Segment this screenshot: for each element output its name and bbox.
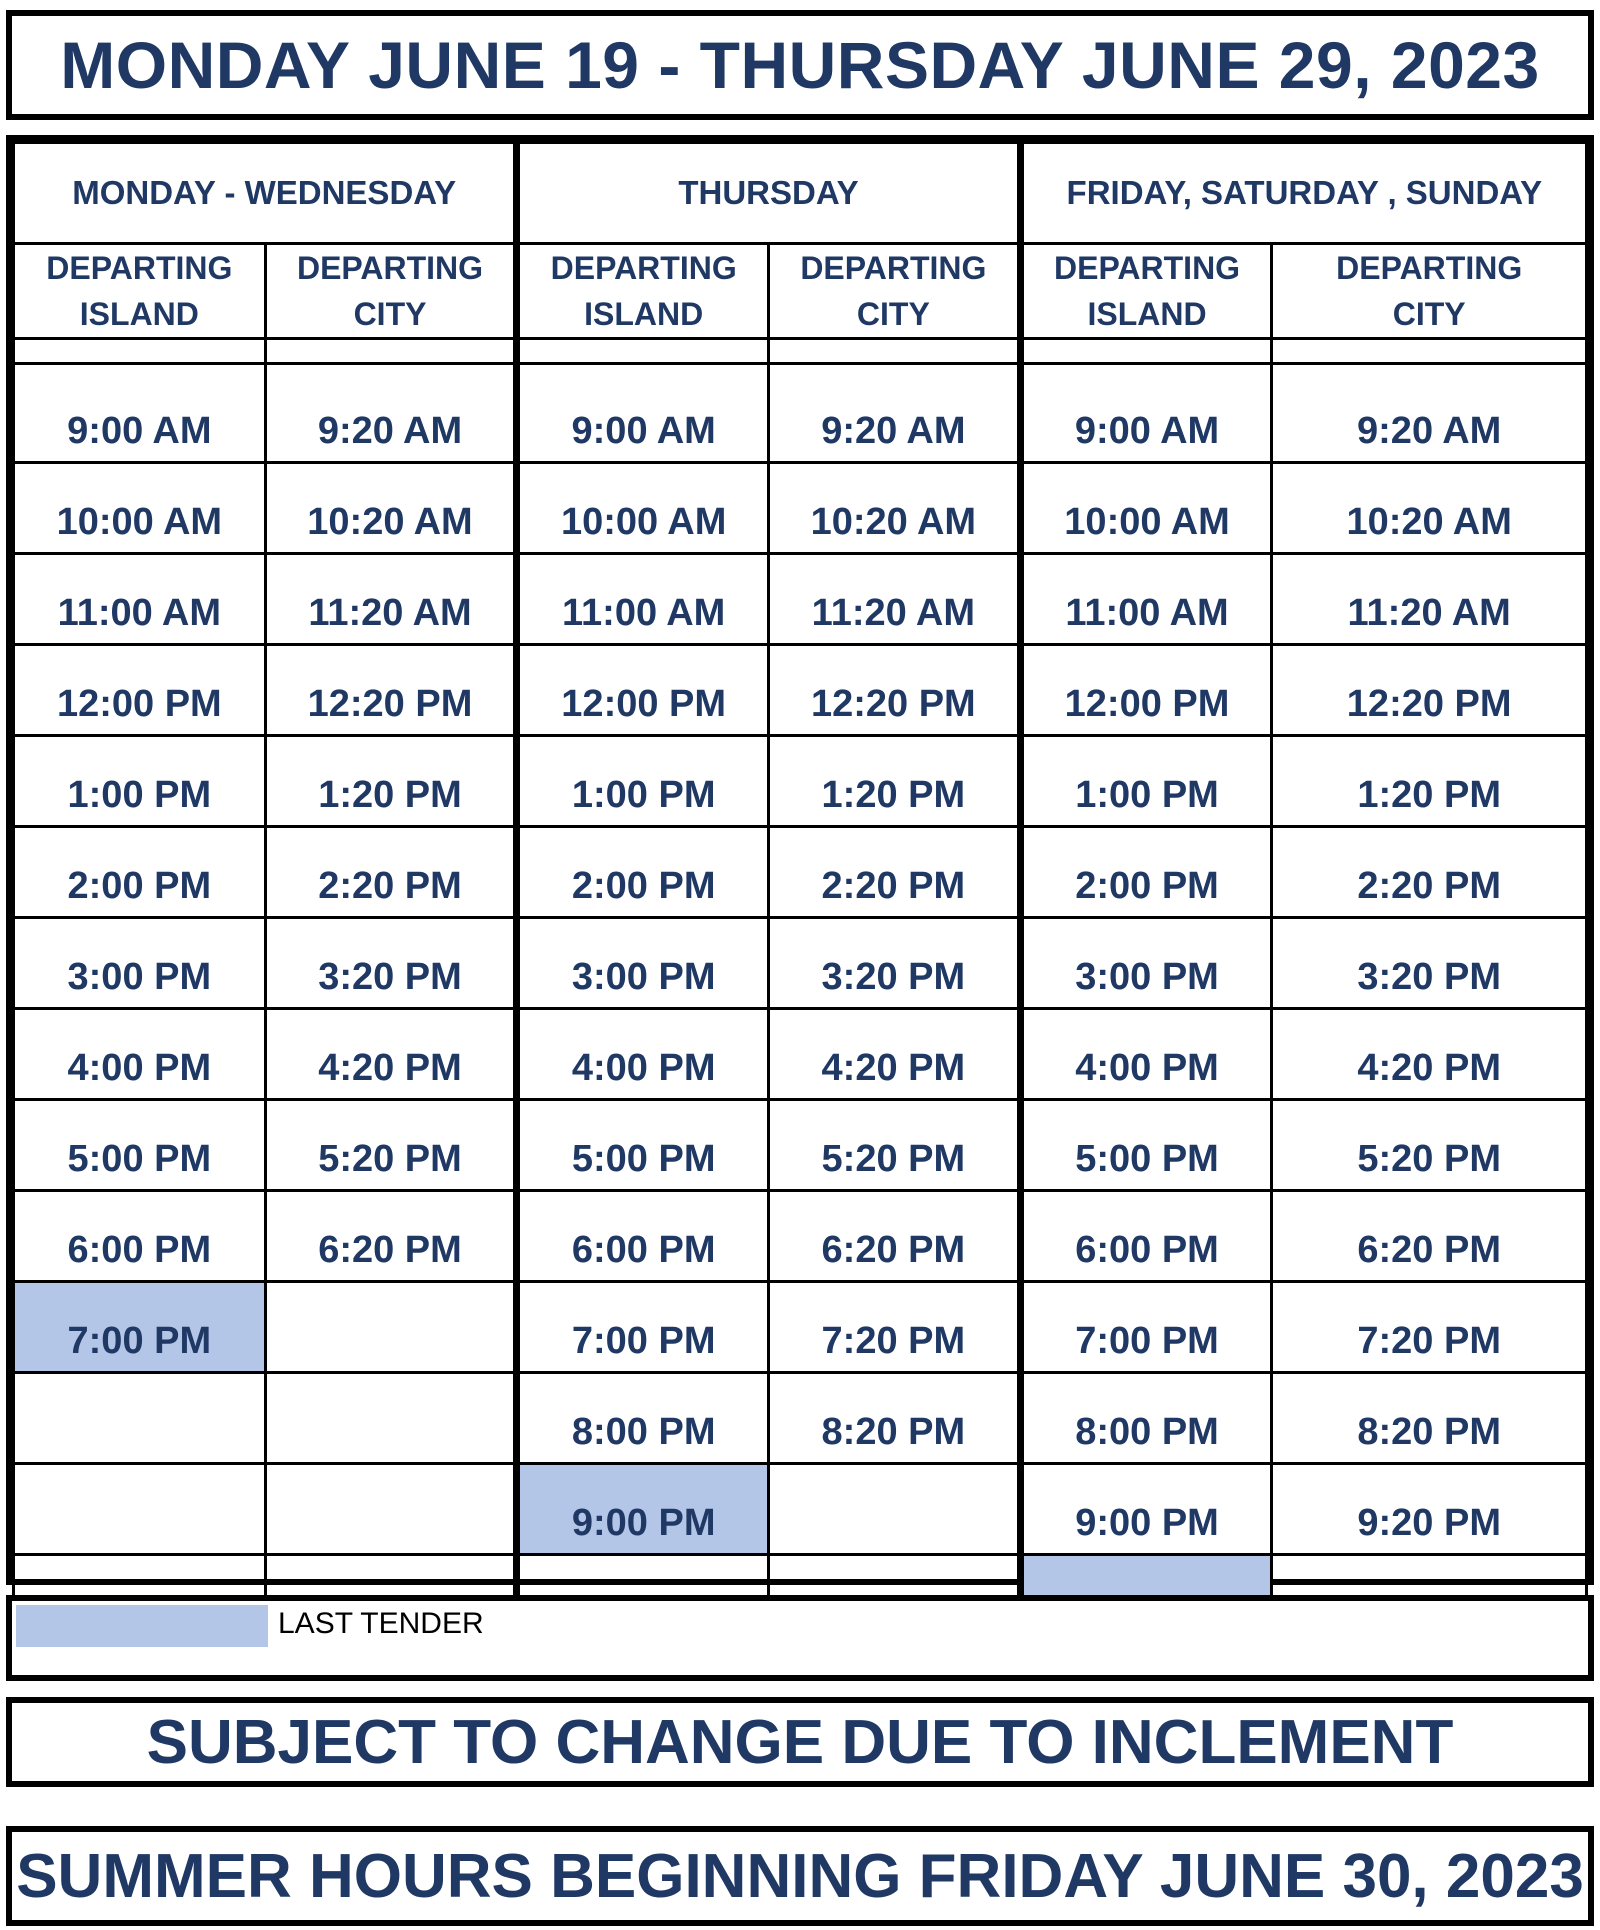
time-cell: 1:00 PM	[14, 736, 266, 827]
time-cell: 9:20 AM	[769, 364, 1021, 463]
column-header	[517, 244, 769, 339]
time-cell	[14, 1464, 266, 1555]
time-cell: 9:20 AM	[265, 364, 517, 463]
last-tender-cell: 7:00 PM	[14, 1282, 266, 1373]
time-cell: 7:20 PM	[1272, 1282, 1587, 1373]
time-cell: 2:20 PM	[769, 827, 1021, 918]
table-row	[14, 1464, 1587, 1555]
time-cell: 2:00 PM	[517, 827, 769, 918]
time-cell: 2:00 PM	[14, 827, 266, 918]
time-cell: 6:00 PM	[14, 1191, 266, 1282]
spacer-cell	[1272, 339, 1587, 364]
spacer-row	[14, 339, 1587, 364]
time-cell: 2:20 PM	[265, 827, 517, 918]
time-cell: 9:00 PM	[1020, 1464, 1272, 1555]
time-cell: 12:00 PM	[14, 645, 266, 736]
table-row	[14, 1373, 1587, 1464]
summer-hours-notice: SUMMER HOURS BEGINNING FRIDAY JUNE 30, 2023	[16, 1841, 1584, 1911]
time-cell: 9:20 PM	[1272, 1464, 1587, 1555]
time-cell: 11:20 AM	[769, 554, 1021, 645]
time-cell: 4:00 PM	[1020, 1009, 1272, 1100]
time-cell: 12:20 PM	[769, 645, 1021, 736]
time-cell: 12:00 PM	[1020, 645, 1272, 736]
table-row	[14, 554, 1587, 645]
time-cell	[265, 1373, 517, 1464]
column-header	[14, 244, 266, 339]
time-cell: 3:20 PM	[1272, 918, 1587, 1009]
table-row	[14, 1282, 1587, 1373]
time-cell: 8:20 PM	[769, 1373, 1021, 1464]
time-cell: 11:00 AM	[517, 554, 769, 645]
time-cell: 10:20 AM	[769, 463, 1021, 554]
column-header	[769, 244, 1021, 339]
column-header	[1020, 244, 1272, 339]
table-row	[14, 918, 1587, 1009]
column-header-line2: CITY	[1392, 296, 1466, 332]
time-cell: 9:20 AM	[1272, 364, 1587, 463]
spacer-cell	[1020, 339, 1272, 364]
time-cell: 10:00 AM	[14, 463, 266, 554]
column-header	[1272, 244, 1587, 339]
day-group-header-row	[14, 143, 1587, 244]
time-cell: 12:20 PM	[265, 645, 517, 736]
time-cell: 1:00 PM	[1020, 736, 1272, 827]
summer-hours-banner	[6, 1826, 1594, 1926]
time-cell: 1:00 PM	[517, 736, 769, 827]
table-row	[14, 645, 1587, 736]
column-header-line1: DEPARTING	[1336, 250, 1523, 286]
column-header-line2: ISLAND	[584, 296, 704, 332]
legend-label: LAST TENDER	[278, 1607, 484, 1640]
time-cell	[265, 1464, 517, 1555]
time-cell: 3:00 PM	[14, 918, 266, 1009]
time-cell: 11:00 AM	[14, 554, 266, 645]
column-header-line1: DEPARTING	[550, 250, 737, 286]
time-cell: 1:20 PM	[265, 736, 517, 827]
table-row	[14, 1100, 1587, 1191]
time-cell: 9:00 AM	[517, 364, 769, 463]
spacer-cell	[769, 339, 1021, 364]
time-cell: 10:20 AM	[265, 463, 517, 554]
time-cell: 9:00 AM	[1020, 364, 1272, 463]
time-cell: 5:20 PM	[769, 1100, 1021, 1191]
column-header-line1: DEPARTING	[296, 250, 484, 286]
time-cell	[769, 1464, 1021, 1555]
column-header-line1: DEPARTING	[800, 250, 987, 286]
time-cell: 7:00 PM	[517, 1282, 769, 1373]
time-cell: 4:20 PM	[265, 1009, 517, 1100]
column-header-row	[14, 244, 1587, 339]
table-row	[14, 1191, 1587, 1282]
time-cell: 12:20 PM	[1272, 645, 1587, 736]
schedule-table	[6, 135, 1594, 1585]
time-cell: 7:00 PM	[1020, 1282, 1272, 1373]
column-header-line2: CITY	[353, 296, 427, 332]
time-cell: 1:20 PM	[769, 736, 1021, 827]
time-cell: 1:20 PM	[1272, 736, 1587, 827]
legend-swatch	[16, 1605, 268, 1647]
table-row	[14, 736, 1587, 827]
last-tender-cell: 9:00 PM	[517, 1464, 769, 1555]
title-banner	[6, 10, 1594, 120]
time-cell: 5:20 PM	[1272, 1100, 1587, 1191]
column-header-line2: ISLAND	[79, 296, 199, 332]
table-row	[14, 463, 1587, 554]
column-header-line1: DEPARTING	[1053, 250, 1241, 286]
column-header-line2: ISLAND	[1087, 296, 1207, 332]
group-header-fri-sun: FRIDAY, SATURDAY , SUNDAY	[1020, 143, 1586, 244]
time-cell: 11:00 AM	[1020, 554, 1272, 645]
column-header-line2: CITY	[856, 296, 930, 332]
time-cell: 5:00 PM	[1020, 1100, 1272, 1191]
time-cell: 4:00 PM	[517, 1009, 769, 1100]
column-header-line1: DEPARTING	[46, 250, 233, 286]
time-cell: 8:20 PM	[1272, 1373, 1587, 1464]
time-cell: 5:00 PM	[517, 1100, 769, 1191]
time-cell: 9:00 AM	[14, 364, 266, 463]
time-cell: 3:00 PM	[517, 918, 769, 1009]
page-title: MONDAY JUNE 19 - THURSDAY JUNE 29, 2023	[60, 28, 1540, 102]
time-cell	[265, 1282, 517, 1373]
time-cell: 8:00 PM	[517, 1373, 769, 1464]
schedule-grid	[12, 141, 1588, 1672]
group-header-mon-wed: MONDAY - WEDNESDAY	[14, 143, 517, 244]
time-cell: 6:00 PM	[517, 1191, 769, 1282]
time-cell	[14, 1373, 266, 1464]
time-cell: 11:20 AM	[1272, 554, 1587, 645]
time-cell: 10:20 AM	[1272, 463, 1587, 554]
spacer-cell	[265, 339, 517, 364]
weather-notice: SUBJECT TO CHANGE DUE TO INCLEMENT	[146, 1707, 1454, 1777]
group-header-thursday: THURSDAY	[517, 143, 1020, 244]
time-cell: 3:20 PM	[769, 918, 1021, 1009]
table-row	[14, 364, 1587, 463]
time-cell: 6:00 PM	[1020, 1191, 1272, 1282]
time-cell: 5:20 PM	[265, 1100, 517, 1191]
time-cell: 2:00 PM	[1020, 827, 1272, 918]
time-cell: 6:20 PM	[769, 1191, 1021, 1282]
spacer-cell	[14, 339, 266, 364]
legend	[6, 1595, 1594, 1681]
time-cell: 6:20 PM	[265, 1191, 517, 1282]
table-row	[14, 1009, 1587, 1100]
time-cell: 8:00 PM	[1020, 1373, 1272, 1464]
column-header	[265, 244, 517, 339]
time-cell: 3:20 PM	[265, 918, 517, 1009]
time-cell: 4:00 PM	[14, 1009, 266, 1100]
time-cell: 2:20 PM	[1272, 827, 1587, 918]
time-cell: 10:00 AM	[1020, 463, 1272, 554]
table-row	[14, 827, 1587, 918]
time-cell: 5:00 PM	[14, 1100, 266, 1191]
time-cell: 10:00 AM	[517, 463, 769, 554]
spacer-cell	[517, 339, 769, 364]
time-cell: 4:20 PM	[769, 1009, 1021, 1100]
time-cell: 6:20 PM	[1272, 1191, 1587, 1282]
time-cell: 4:20 PM	[1272, 1009, 1587, 1100]
time-cell: 3:00 PM	[1020, 918, 1272, 1009]
time-cell: 11:20 AM	[265, 554, 517, 645]
time-cell: 12:00 PM	[517, 645, 769, 736]
weather-notice-banner	[6, 1697, 1594, 1787]
time-cell: 7:20 PM	[769, 1282, 1021, 1373]
